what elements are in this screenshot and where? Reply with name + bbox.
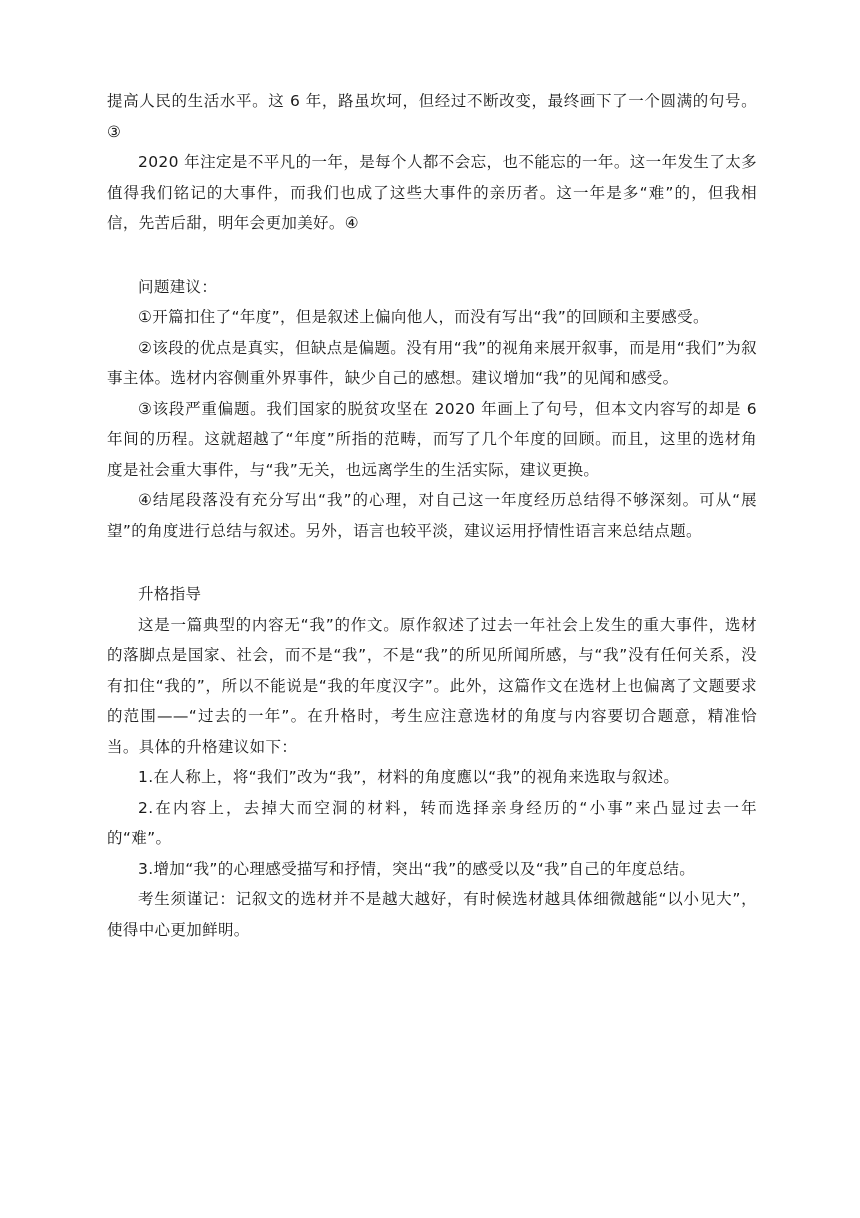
guidance-item-1: 1.在人称上，将“我们”改为“我”，材料的角度應以“我”的视角来选取与叙述。 [138, 768, 680, 786]
guidance-item-3: 3.增加“我”的心理感受描写和抒情，突出“我”的感受以及“我”自己的年度总结。 [138, 859, 696, 878]
document-body [107, 86, 757, 945]
paragraph-continuation: 提高人民的生活水平。这 6 年，路虽坎坷，但经过不断改变，最终画下了一个圆满的句号。③ [107, 92, 757, 141]
suggestion-item-3: ③该段严重偏题。我们国家的脱贫攻坚在 2020 年画上了句号，但本文内容写的却是 6 年间的历程。这就超越了“年度”所指的范畴，而写了几个年度的回顾。而且，这里的选材角度是社会重大事件，与“我”无关，也远离学生的生活实际，建议更换。 [107, 399, 757, 479]
guidance-intro: 这是一篇典型的内容无“我”的作文。原作叙述了过去一年社会上发生的重大事件，选材的落脚点是国家、社会，而不是“我”，不是“我”的所见所闻所感，与“我”没有任何关系，没有扣住“我的”，所以不能说是“我的年度汉字”。此外，这篇作文在选材上也偏离了文题要求的范围——“过去的一年”。在升格时，考生应注意选材的角度与内容要切合题意，精准恰当。具体的升格建议如下： [107, 615, 757, 756]
paragraph-2020: 2020 年注定是不平凡的一年，是每个人都不会忘，也不能忘的一年。这一年发生了太多值得我们铭记的大事件，而我们也成了这些大事件的亲历者。这一年是多“难”的，但我相信，先苦后甜，明年会更加美好。④ [107, 153, 757, 232]
suggestion-item-2: ②该段的优点是真实，但缺点是偏题。没有用“我”的视角来展开叙事，而是用“我们”为叙事主体。选材内容侧重外界事件，缺少自己的感想。建议增加“我”的见闻和感受。 [107, 338, 757, 387]
guidance-item-2: 2.在内容上，去掉大而空洞的材料，转而选择亲身经历的“小事”来凸显过去一年的“难”。 [107, 798, 757, 847]
spacer [107, 546, 757, 579]
section-heading-guidance: 升格指导 [138, 585, 202, 603]
guidance-closing: 考生须谨记：记叙文的选材并不是越大越好，有时候选材越具体细微越能“以小见大”，使得中心更加鲜明。 [107, 890, 757, 939]
spacer [107, 239, 757, 272]
suggestion-item-1: ①开篇扣住了“年度”，但是叙述上偏向他人，而没有写出“我”的回顾和主要感受。 [138, 308, 709, 326]
suggestion-item-4: ④结尾段落没有充分写出“我”的心理，对自己这一年度经历总结得不够深刻。可从“展望”的角度进行总结与叙述。另外，语言也较平淡，建议运用抒情性语言来总结点题。 [107, 491, 757, 540]
section-heading-suggestions: 问题建议： [138, 277, 218, 296]
